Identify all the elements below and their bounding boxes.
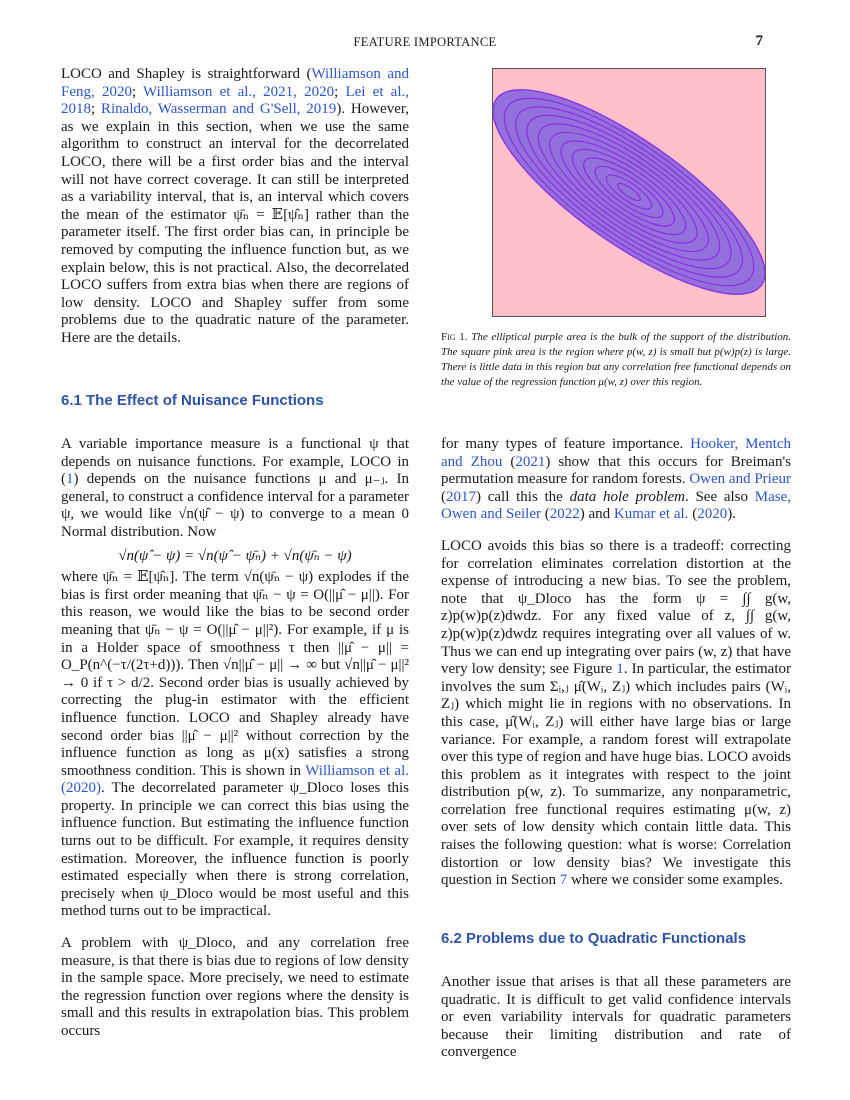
paragraph: A problem with ψ_Dloco, and any correlation free measure, is that there is bias due to regions of low density in the sample space. More precisely, we need to estimate the regression function over regions where the density is small and this results in extrapolation bias. This problem occurs [61, 935, 409, 1039]
paragraph-text: A variable importance measure is a functional ψ that depends on nuisance functions. For example, LOCO in ( [61, 436, 409, 488]
paragraph-text: ) depends on the nuisance functions μ and μ₋ⱼ. In general, to construct a confidence interval for a parameter ψ, we would like √n(ψ̂ − ψ) to converge to a mean 0 Normal distribution. Now [61, 471, 409, 540]
citation-link[interactable]: 2022 [549, 506, 580, 523]
citation-separator: ; [131, 83, 144, 100]
intro-text: ). However, as we explain in this section, when we use the same algorithm to construct an interval for the decorrelated LOCO, there will be a first order bias and the interval will not have correct coverage. It can still be interpreted as a variability interval, that is, an interval which covers the mean of the estimator ψ̄ₙ = 𝔼[ψ̂ₙ] rather than the parameter itself. The first order bias can, in principle be removed by computing the influence function but, as we explain below, this is not practical. Also, the decorrelated LOCO suffers from extra bias when there are regions of low density. LOCO and Shapley suffer from some problems due to the quadratic nature of the parameter. Here are the details. [61, 101, 410, 346]
paragraph-text: . The decorrelated parameter ψ_Dloco loses this property. In principle we can correct this bias using the influence function. But estimating the influence function turns out to be difficult. For example, it requires density estimation. Moreover, the influence function is poorly estimated especially when there is strong correlation, precisely when ψ_Dloco would be most useful and this method turns out to be impractical. [61, 780, 409, 920]
caption-text: The elliptical purple area is the bulk of the support of the distribution. The square pink area is the region where p(w, z) is small but p(w)p(z) is large. There is little data in this region but any correlation free functional depends on the value of the regression function μ(w, z) over this region. [441, 331, 792, 389]
citation-separator: ; [334, 83, 346, 100]
figure-1 [492, 68, 766, 317]
intro-paragraph [61, 66, 409, 348]
paragraph-text: for many types of feature importance. [441, 436, 691, 452]
intro-text: LOCO and Shapley is straightforward ( [61, 66, 312, 82]
paragraph [61, 569, 409, 921]
section-6-1-body [61, 436, 409, 1041]
citation-link[interactable]: Rinaldo, Wasserman and G'Sell, 2019 [101, 101, 337, 118]
citation-link[interactable]: Kumar et al. [613, 506, 689, 523]
ellipse-figure-graphic [493, 69, 765, 316]
section-reference-link[interactable]: 7 [559, 872, 568, 889]
paragraph-text: where we consider some examples. [567, 872, 784, 889]
paragraph-text: ( [688, 506, 698, 523]
citation-link[interactable]: Williamson et al. (2020) [61, 762, 409, 797]
paragraph-text: ( [441, 488, 446, 505]
emphasis-text: data hole problem [569, 488, 685, 505]
paragraph-text: LOCO avoids this bias so there is a tradeoff: correcting for correlation eliminates correlation distortion at the expense of introducing a new bias. To see the problem, note that ψ_Dloco has the form ψ = ∫∫ g(w, z)p(w)p(z)dwdz. For any fixed value of z, ∫∫ g(w, z)p(w)p(z)dwdz requires integrating over all values of w. Thus we can end up integrating over pairs (w, z) that have very low density; see Figure [441, 537, 791, 678]
paragraph-text: where ψ̄ₙ = 𝔼[ψ̂ₙ]. The term √n(ψ̄ₙ − ψ) explodes if the bias is first order meaning that ψ̄ₙ − ψ = O(||μ̂ − μ||). For this reason, we would like the bias to be second order meaning that ψ̄ₙ − ψ = O(||μ̂ − μ||²). For example, if μ is in a Holder space of smoothness τ then ||μ̂ − μ|| = O_P(n^(−τ/(2τ+d))). Then √n||μ̂ − μ|| → ∞ but √n||μ̂ − μ||² → 0 if τ > d/2. Second order bias is usually achieved by correcting the plug-in estimator with the efficient influence function. LOCO and Shapley already have second order bias ||μ̂ − μ||² without correction by the influence function as long as μ(x) satisfies a strong smoothness condition. This is shown in [61, 569, 409, 779]
paragraph-text: ( [540, 506, 550, 523]
citation-link[interactable]: Williamson et al., 2021, 2020 [143, 83, 335, 100]
citation-link[interactable]: 2020 [697, 506, 728, 523]
figure-caption [441, 330, 791, 390]
citation-link[interactable]: Williamson and Feng, 2020 [61, 66, 409, 100]
paragraph-text: ) show that this occurs for Breiman's permutation measure for random forests. [441, 453, 791, 488]
paragraph-text: . See also [684, 488, 755, 505]
section-heading-6-1: 6.1 The Effect of Nuisance Functions [61, 392, 324, 409]
citation-link[interactable]: Lei et al., 2018 [61, 83, 410, 118]
paragraph [441, 538, 791, 890]
display-equation: √n(ψ̂ − ψ) = √n(ψ̂ − ψ̄ₙ) + √n(ψ̄ₙ − ψ) [118, 547, 352, 564]
equation-reference-link[interactable]: 1 [66, 471, 74, 488]
citation-separator: ; [91, 101, 101, 118]
paragraph-text: . In particular, the estimator involves the sum Σᵢ,ⱼ μ̂(Wᵢ, Zⱼ) which includes pairs (Wᵢ, Zⱼ) which might lie in regions with no observations. In this case, μ̂(Wᵢ, Zⱼ) will either have large bias or large variance. For example, a random forest will extrapolate over this type of region and have huge bias. LOCO avoids this problem as it integrates with respect to the joint distribution p(w, z). To summarize, any nonparametric, correlation free functional requires estimating μ(w, z) over sets of low density which contain little data. This raises the following question: what is worse: Correlation distortion or low density bias? We investigate this question in Section [441, 661, 791, 889]
citation-link[interactable]: Owen and Prieur [689, 471, 791, 488]
citation-link[interactable]: 2021 [515, 453, 546, 470]
page-number: 7 [755, 33, 763, 49]
paragraph-text: ( [502, 453, 516, 470]
paragraph-text: ). [727, 506, 736, 523]
section-6-2-body: Another issue that arises is that all these parameters are quadratic. It is difficult to get valid confidence intervals or even variability intervals for quadratic parameters because their limiting distribution and rate of convergence [441, 974, 791, 1061]
right-column [441, 436, 791, 890]
figure-reference-link[interactable]: 1 [616, 661, 624, 678]
page-header [0, 35, 850, 53]
figure-label: Fig 1. [441, 331, 468, 343]
citation-link[interactable]: Mase, Owen and Seiler [441, 488, 791, 523]
citation-link[interactable]: 2017 [446, 488, 476, 505]
paragraph [441, 436, 791, 524]
paragraph [61, 436, 409, 542]
section-heading-6-2: 6.2 Problems due to Quadratic Functionals [441, 930, 747, 947]
paragraph-text: ) and [579, 506, 614, 523]
running-title: FEATURE IMPORTANCE [353, 35, 497, 49]
citation-link[interactable]: Hooker, Mentch and Zhou [441, 436, 791, 470]
paragraph-text: ) call this the [476, 488, 570, 505]
